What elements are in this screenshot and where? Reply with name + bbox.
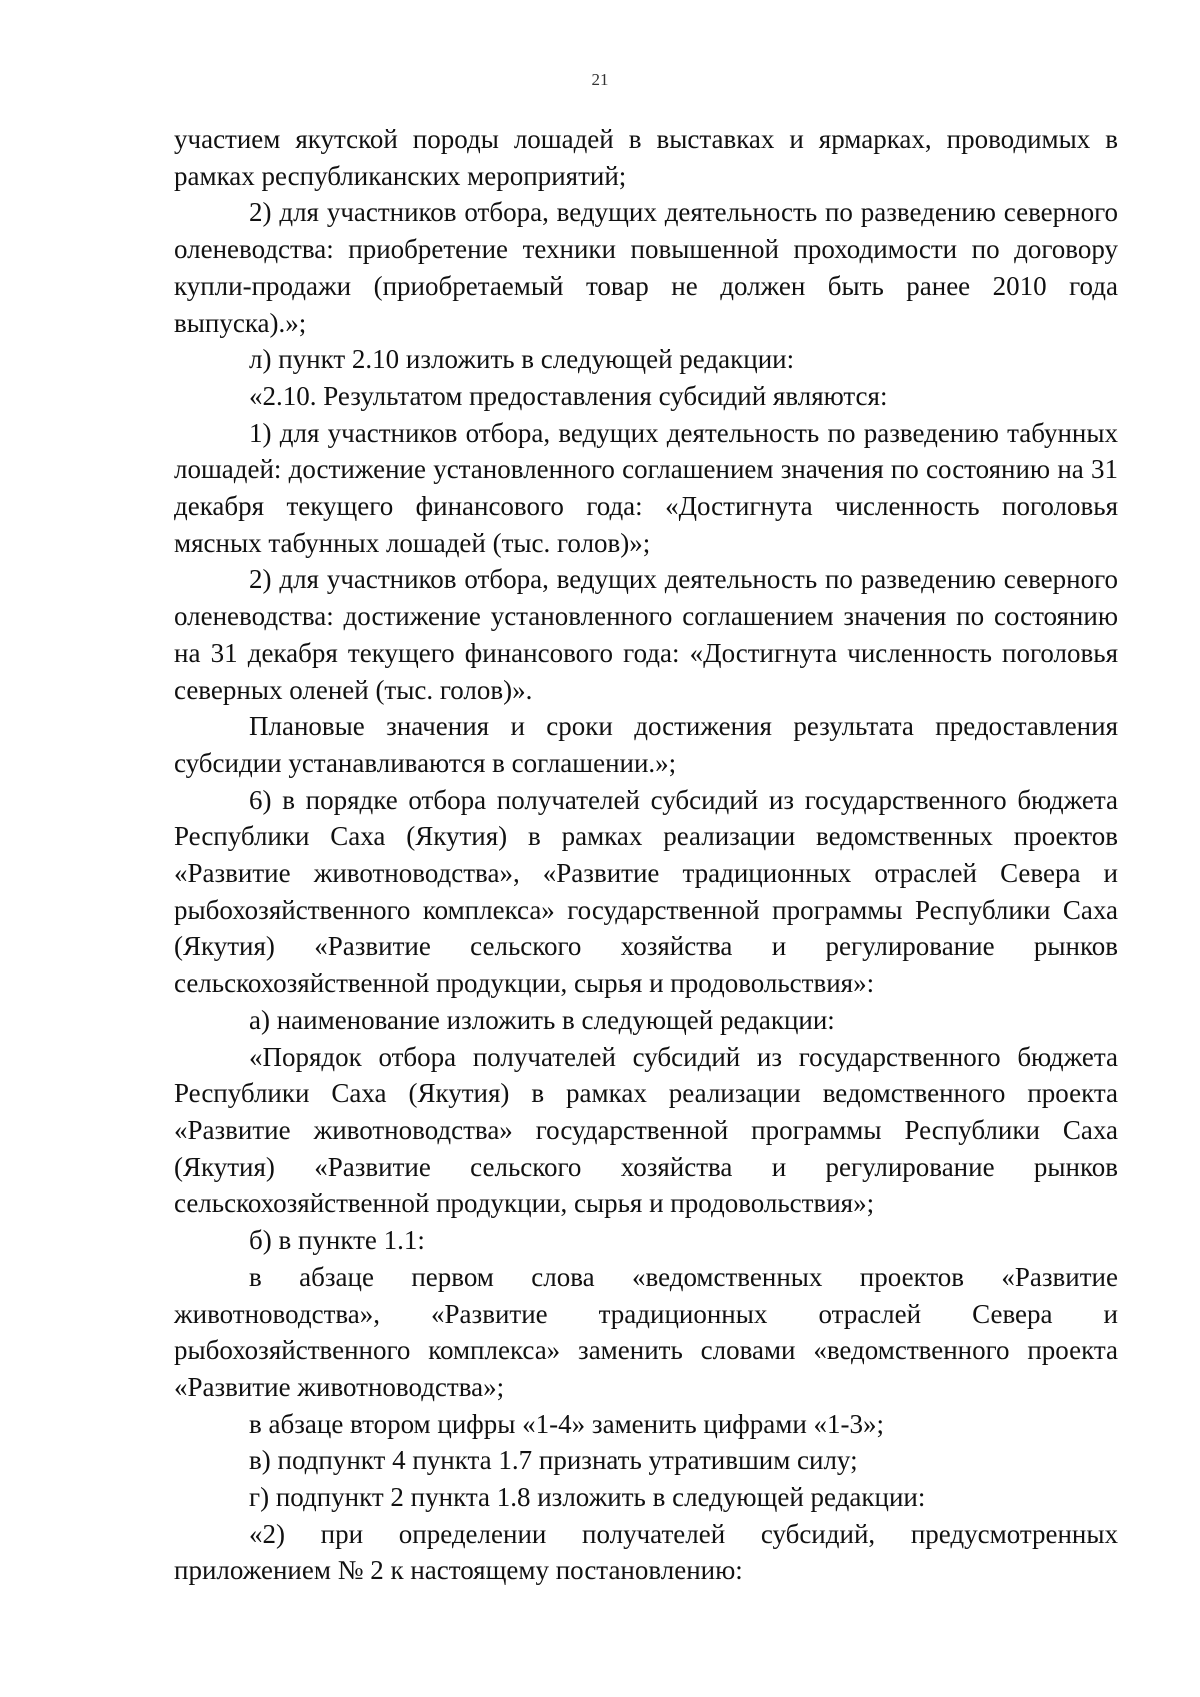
page-number: 21 — [591, 70, 609, 89]
paragraph: 6) в порядке отбора получателей субсидий из государственного бюджета Республики Саха (Якутия) в рамках реализации ведомственных проектов «Развитие животноводства», «Развитие традиционных отраслей Севера и рыбохозяйственного комплекса» государственной программы Республики Саха (Якутия) «Развитие сельского хозяйства и регулирование рынков сельскохозяйственной продукции, сырья и продовольствия»: — [174, 784, 1118, 999]
paragraph: в) подпункт 4 пункта 1.7 признать утратившим силу; — [249, 1445, 858, 1476]
paragraph: Плановые значения и сроки достижения результата предоставления субсидии устанавливаются в соглашении.»; — [174, 711, 1118, 778]
paragraph: в абзаце втором цифры «1-4» заменить цифрами «1-3»; — [249, 1408, 885, 1439]
document-body — [174, 121, 1118, 1589]
paragraph: л) пункт 2.10 изложить в следующей редакции: — [249, 344, 795, 375]
paragraph: участием якутской породы лошадей в выставках и ярмарках, проводимых в рамках республиканских мероприятий; — [174, 124, 1118, 191]
paragraph: б) в пункте 1.1: — [249, 1225, 425, 1256]
paragraph: а) наименование изложить в следующей редакции: — [249, 1004, 835, 1035]
paragraph: 1) для участников отбора, ведущих деятельность по разведению табунных лошадей: достижение установленного соглашением значения по состоянию на 31 декабря текущего финансового года: «Достигнута численность поголовья мясных табунных лошадей (тыс. голов)»; — [174, 417, 1118, 558]
paragraph: «2) при определении получателей субсидий, предусмотренных приложением № 2 к настоящему постановлению: — [174, 1518, 1118, 1586]
paragraph: г) подпункт 2 пункта 1.8 изложить в следующей редакции: — [249, 1482, 926, 1513]
paragraph: 2) для участников отбора, ведущих деятельность по разведению северного оленеводства: достижение установленного соглашением значения по состоянию на 31 декабря текущего финансового года: «Достигнута численность поголовья северных оленей (тыс. голов)». — [174, 564, 1118, 705]
paragraph: «2.10. Результатом предоставления субсидий являются: — [249, 380, 888, 411]
paragraph: 2) для участников отбора, ведущих деятельность по разведению северного оленеводства: приобретение техники повышенной проходимости по договору купли-продажи (приобретаемый товар не должен быть ранее 2010 года выпуска).»; — [174, 197, 1118, 338]
paragraph: «Порядок отбора получателей субсидий из государственного бюджета Республики Саха (Якутия) в рамках реализации ведомственного проекта «Развитие животноводства» государственной программы Республики Саха (Якутия) «Развитие сельского хозяйства и регулирование рынков сельскохозяйственной продукции, сырья и продовольствия»; — [174, 1041, 1118, 1219]
paragraph: в абзаце первом слова «ведомственных проектов «Развитие животноводства», «Развитие традиционных отраслей Севера и рыбохозяйственного комплекса» заменить словами «ведомственного проекта «Развитие животноводства»; — [174, 1261, 1118, 1402]
